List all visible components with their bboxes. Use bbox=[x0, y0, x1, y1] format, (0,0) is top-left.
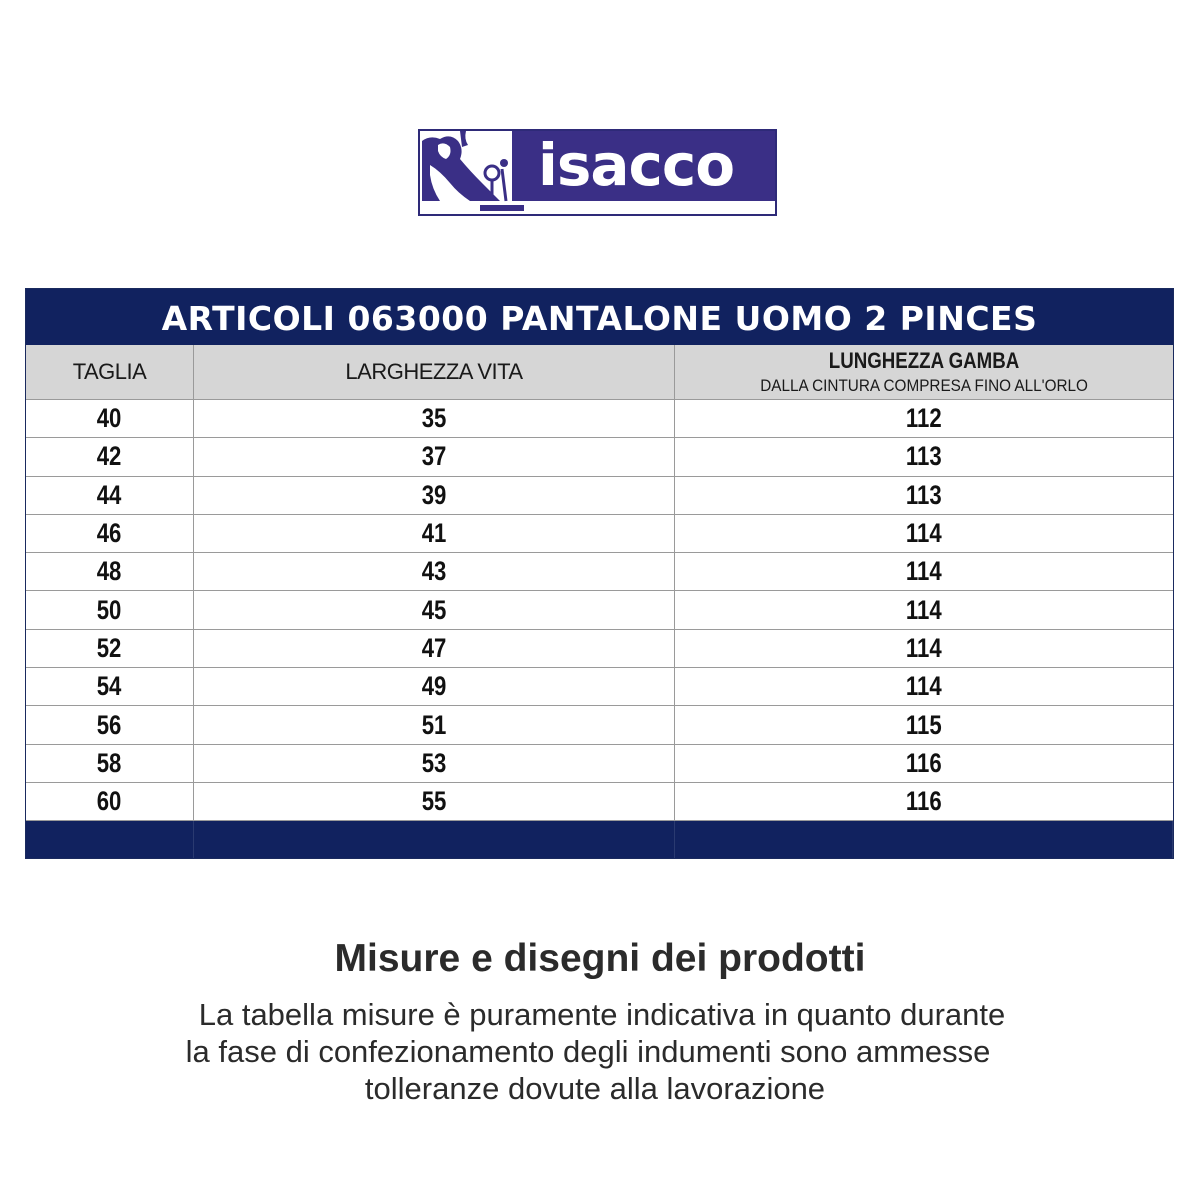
cell-waist bbox=[194, 745, 675, 782]
notes-line: La tabella misure è puramente indicativa in quanto durante bbox=[198, 997, 1006, 1032]
waist-value: 49 bbox=[421, 671, 447, 702]
cell-waist bbox=[194, 706, 675, 743]
notes-heading: Misure e disegni dei prodotti bbox=[334, 937, 866, 980]
cell-size bbox=[26, 591, 194, 628]
leg-value: 114 bbox=[906, 632, 942, 663]
header-waist bbox=[194, 345, 675, 399]
cell-leg bbox=[675, 783, 1173, 820]
waist-value: 39 bbox=[421, 479, 447, 510]
leg-value: 113 bbox=[906, 479, 942, 510]
cell-leg bbox=[675, 515, 1173, 552]
footer-cell bbox=[675, 821, 1173, 858]
size-value: 40 bbox=[97, 403, 122, 434]
cell-size bbox=[26, 706, 194, 743]
table-row bbox=[26, 553, 1173, 591]
cell-waist bbox=[194, 515, 675, 552]
size-value: 52 bbox=[97, 632, 122, 663]
cell-waist bbox=[194, 668, 675, 705]
cell-waist bbox=[194, 783, 675, 820]
leg-value: 114 bbox=[906, 671, 942, 702]
cell-leg bbox=[675, 591, 1173, 628]
cell-size bbox=[26, 745, 194, 782]
notes-paragraph bbox=[0, 996, 1200, 1107]
cell-size bbox=[26, 783, 194, 820]
table-row bbox=[26, 477, 1173, 515]
footer-cell bbox=[194, 821, 675, 858]
size-table bbox=[25, 288, 1174, 859]
table-row bbox=[26, 668, 1173, 706]
cell-size bbox=[26, 438, 194, 475]
cell-waist bbox=[194, 591, 675, 628]
leg-value: 114 bbox=[906, 594, 942, 625]
table-row bbox=[26, 783, 1173, 821]
table-title: ARTICOLI 063000 PANTALONE UOMO 2 PINCES bbox=[26, 289, 1173, 345]
waist-value: 41 bbox=[421, 518, 447, 549]
waist-value: 51 bbox=[421, 709, 447, 740]
cell-waist bbox=[194, 630, 675, 667]
cell-leg bbox=[675, 400, 1173, 437]
cell-size bbox=[26, 515, 194, 552]
cell-waist bbox=[194, 438, 675, 475]
waist-value: 35 bbox=[421, 403, 447, 434]
leg-value: 114 bbox=[906, 556, 942, 587]
size-value: 42 bbox=[97, 441, 122, 472]
leg-value: 112 bbox=[906, 403, 942, 434]
cell-waist bbox=[194, 553, 675, 590]
brand-logo bbox=[418, 129, 777, 216]
waist-value: 55 bbox=[421, 786, 447, 817]
table-footer-bar bbox=[26, 821, 1173, 858]
table-row bbox=[26, 400, 1173, 438]
cell-leg bbox=[675, 668, 1173, 705]
table-row bbox=[26, 745, 1173, 783]
waist-value: 43 bbox=[421, 556, 447, 587]
table-row bbox=[26, 591, 1173, 629]
table-row bbox=[26, 630, 1173, 668]
leg-value: 116 bbox=[906, 786, 942, 817]
logo-text: isacco bbox=[538, 131, 735, 199]
leg-value: 115 bbox=[906, 709, 942, 740]
header-leg-length bbox=[675, 345, 1173, 399]
table-row bbox=[26, 515, 1173, 553]
size-value: 46 bbox=[97, 518, 122, 549]
header-waist-label: LARGHEZZA VITA bbox=[345, 359, 523, 384]
header-leg-length-label: LUNGHEZZA GAMBA bbox=[828, 348, 1020, 373]
table-header-row bbox=[26, 345, 1173, 400]
table-row bbox=[26, 706, 1173, 744]
header-size-label: TAGLIA bbox=[72, 359, 147, 384]
size-value: 50 bbox=[97, 594, 122, 625]
table-row bbox=[26, 438, 1173, 476]
waist-value: 37 bbox=[421, 441, 447, 472]
waist-value: 47 bbox=[421, 632, 447, 663]
header-leg-length-note: DALLA CINTURA COMPRESA FINO ALL'ORLO bbox=[760, 376, 1088, 395]
cell-size bbox=[26, 553, 194, 590]
size-value: 44 bbox=[97, 479, 122, 510]
size-value: 48 bbox=[97, 556, 122, 587]
leg-value: 116 bbox=[906, 747, 942, 778]
notes-line: tolleranze dovute alla lavorazione bbox=[364, 1071, 826, 1106]
cell-leg bbox=[675, 745, 1173, 782]
cell-waist bbox=[194, 477, 675, 514]
leg-value: 114 bbox=[906, 518, 942, 549]
header-size bbox=[26, 345, 194, 399]
cell-size bbox=[26, 400, 194, 437]
cell-size bbox=[26, 630, 194, 667]
notes-line: la fase di confezionamento degli indumenti sono ammesse bbox=[185, 1034, 991, 1069]
waist-value: 45 bbox=[421, 594, 447, 625]
footer-cell bbox=[26, 821, 194, 858]
leg-value: 113 bbox=[906, 441, 942, 472]
size-value: 58 bbox=[97, 747, 122, 778]
cell-size bbox=[26, 477, 194, 514]
waist-value: 53 bbox=[421, 747, 447, 778]
cell-leg bbox=[675, 630, 1173, 667]
size-value: 54 bbox=[97, 671, 122, 702]
table-body bbox=[26, 400, 1173, 821]
cell-size bbox=[26, 668, 194, 705]
cell-leg bbox=[675, 438, 1173, 475]
size-value: 60 bbox=[97, 786, 122, 817]
cell-leg bbox=[675, 553, 1173, 590]
size-value: 56 bbox=[97, 709, 122, 740]
cell-leg bbox=[675, 706, 1173, 743]
cell-leg bbox=[675, 477, 1173, 514]
cell-waist bbox=[194, 400, 675, 437]
